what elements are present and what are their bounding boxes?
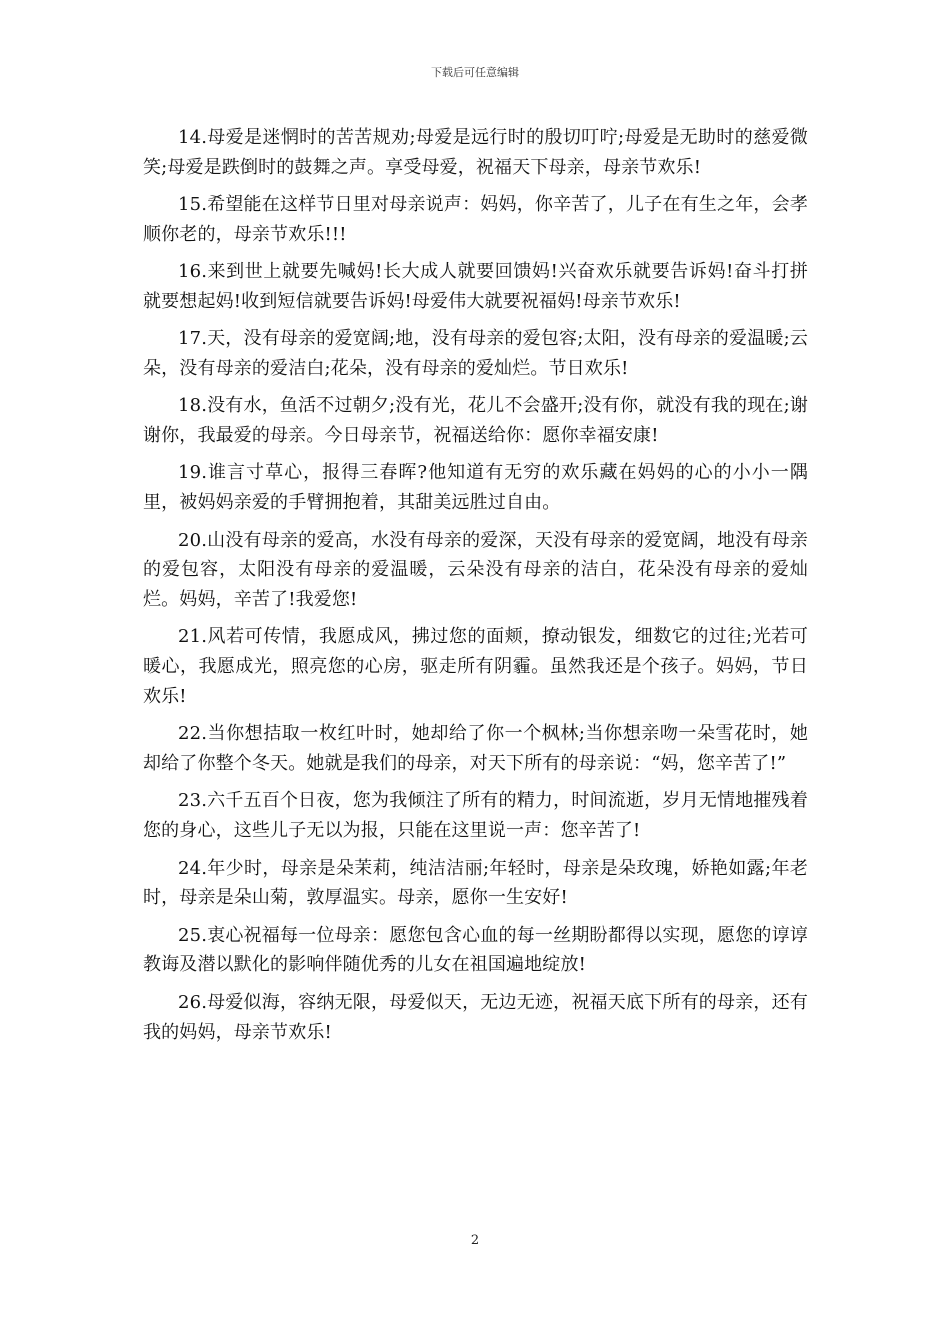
paragraph-16: 16.来到世上就要先喊妈!长大成人就要回馈妈!兴奋欢乐就要告诉妈!奋斗打拼就要想起妈!收到短信就要告诉妈!母爱伟大就要祝福妈!母亲节欢乐!: [143, 261, 808, 312]
paragraph-19: 19.谁言寸草心，报得三春晖?他知道有无穷的欢乐藏在妈妈的心的小小一隅里，被妈妈亲爱的手臂拥抱着，其甜美远胜过自由。: [143, 462, 808, 514]
paragraph-21: 21.风若可传情，我愿成风，拂过您的面颊，撩动银发，细数它的过往;光若可暖心，我愿成光，照亮您的心房，驱走所有阴霾。虽然我还是个孩子。妈妈，节日欢乐!: [143, 626, 808, 708]
paragraph-25: 25.衷心祝福每一位母亲：愿您包含心血的每一丝期盼都得以实现，愿您的谆谆教诲及潜以默化的影响伴随优秀的儿女在祖国遍地绽放!: [143, 924, 808, 976]
page-number: 2: [470, 1233, 480, 1248]
paragraph-14: 14.母爱是迷惘时的苦苦规劝;母爱是远行时的殷切叮咛;母爱是无助时的慈爱微笑;母爱是跌倒时的鼓舞之声。享受母爱，祝福天下母亲，母亲节欢乐!: [143, 127, 808, 178]
paragraph-22: 22.当你想拮取一枚红叶时，她却给了你一个枫林;当你想亲吻一朵雪花时，她却给了你整个冬天。她就是我们的母亲，对天下所有的母亲说：“妈，您辛苦了!”: [143, 723, 808, 775]
paragraph-15: 15.希望能在这样节日里对母亲说声：妈妈，你辛苦了，儿子在有生之年，会孝顺你老的，母亲节欢乐!!!: [143, 194, 808, 245]
paragraph-20: 20.山没有母亲的爱高，水没有母亲的爱深，天没有母亲的爱宽阔，地没有母亲的爱包容，太阳没有母亲的爱温暖，云朵没有母亲的洁白，花朵没有母亲的爱灿烂。妈妈，辛苦了!我爱您!: [143, 529, 808, 611]
paragraph-24: 24.年少时，母亲是朵茉莉，纯洁洁丽;年轻时，母亲是朵玫瑰，娇艳如露;年老时，母亲是朵山菊，敦厚温实。母亲，愿你一生安好!: [143, 857, 808, 909]
paragraph-17: 17.天，没有母亲的爱宽阔;地，没有母亲的爱包容;太阳，没有母亲的爱温暖;云朵，没有母亲的爱洁白;花朵，没有母亲的爱灿烂。节日欢乐!: [143, 328, 808, 380]
paragraph-26: 26.母爱似海，容纳无限，母爱似天，无边无迹，祝福天底下所有的母亲，还有我的妈妈，母亲节欢乐!: [143, 991, 808, 1043]
paragraph-23: 23.六千五百个日夜，您为我倾注了所有的精力，时间流逝，岁月无情地摧残着您的身心，这些儿子无以为报，只能在这里说一声：您辛苦了!: [143, 790, 808, 842]
document-body: [143, 123, 808, 1055]
page-header: 下载后可任意编辑: [431, 66, 519, 79]
paragraph-18: 18.没有水，鱼活不过朝夕;没有光，花儿不会盛开;没有你，就没有我的现在;谢谢你，我最爱的母亲。今日母亲节，祝福送给你：愿你幸福安康!: [143, 395, 808, 447]
